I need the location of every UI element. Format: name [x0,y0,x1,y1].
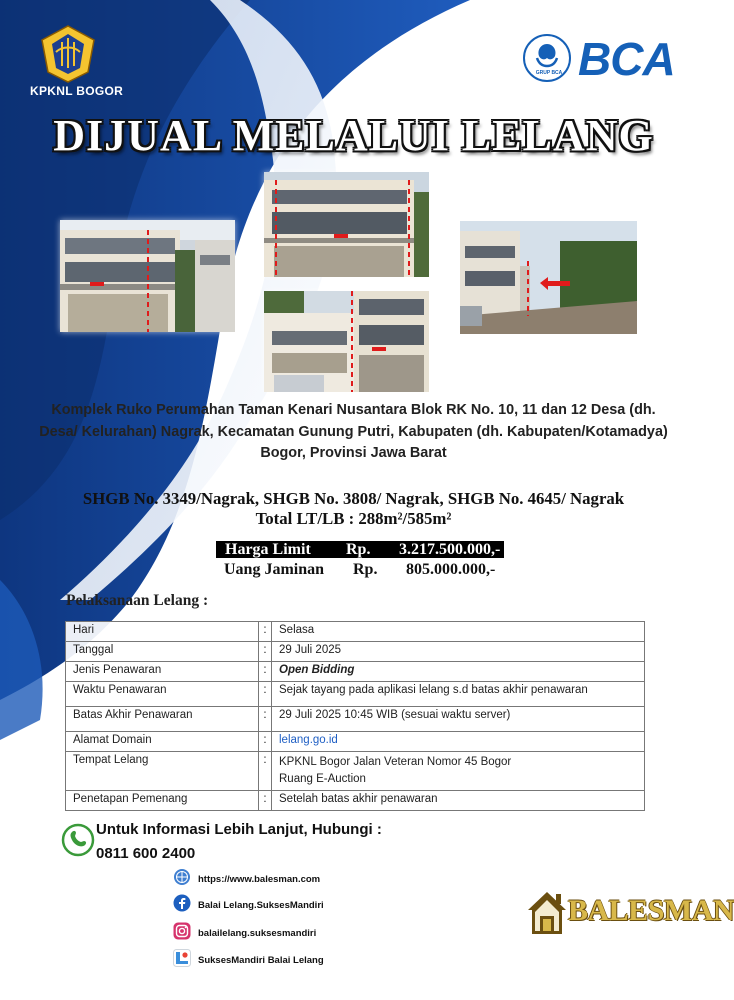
table-row [66,682,645,707]
deposit-value: 805.000.000,- [406,561,496,578]
deposit-bar [224,561,514,579]
kemenkeu-emblem-icon [36,22,100,86]
instagram-icon [173,922,191,940]
venue-line-1: KPKNL Bogor Jalan Veteran Nomor 45 Bogor [279,756,512,768]
row-separator: : [259,642,272,662]
balesman-logo [526,886,734,938]
row-value: Open Bidding [272,662,645,682]
limit-price-bar [216,541,504,558]
globe-icon [173,868,191,886]
table-row [66,622,645,642]
row-label: Alamat Domain [66,732,259,752]
table-row [66,707,645,732]
row-label: Batas Akhir Penawaran [66,707,259,732]
property-photo-left [60,220,235,332]
bca-emblem-icon [523,34,571,82]
row-separator: : [259,622,272,642]
table-row [66,642,645,662]
row-separator: : [259,752,272,791]
row-separator: : [259,732,272,752]
address-line-1: Komplek Ruko Perumahan Taman Kenari Nusantara Blok RK No. 10, 11 dan 12 Desa (dh. [51,402,656,418]
land-building-area: Total LT/LB : 288m²/585m² [255,509,452,528]
row-label: Tempat Lelang [66,752,259,791]
location-icon [173,949,191,967]
property-address [20,400,687,465]
bca-grup-text: GRUP BCA [535,70,563,76]
facebook-icon [173,894,191,912]
certificate-numbers: SHGB No. 3349/Nagrak, SHGB No. 3808/ Nagrak, SHGB No. 4645/ Nagrak [82,489,625,508]
property-photo-bottom [264,291,429,392]
deposit-currency: Rp. [353,561,378,578]
table-row [66,662,645,682]
row-value [272,732,645,752]
schedule-table [65,621,645,811]
whatsapp-phone-icon [62,822,94,858]
row-separator: : [259,682,272,707]
balesman-wordmark: BALESMAN [568,894,734,927]
row-value: 29 Juli 2025 [272,642,645,662]
certificate-info [0,489,707,529]
table-row [66,791,645,811]
row-label: Penetapan Pemenang [66,791,259,811]
limit-price-currency: Rp. [346,541,371,558]
website-link[interactable]: https://www.balesman.com [198,874,321,885]
property-photo-right [460,221,637,334]
row-value: 29 Juli 2025 10:45 WIB (sesuai waktu server) [272,707,645,732]
venue-line-2: Ruang E-Auction [279,773,366,785]
facebook-link[interactable]: Balai Lelang.SuksesMandiri [198,900,324,911]
property-photo-top [264,172,429,277]
row-label: Jenis Penawaran [66,662,259,682]
row-separator: : [259,791,272,811]
kpknl-label: KPKNL BOGOR [30,84,124,98]
row-value: Selasa [272,622,645,642]
row-value: Setelah batas akhir penawaran [272,791,645,811]
contact-phone[interactable]: 0811 600 2400 [96,845,196,862]
address-line-2: Desa/ Kelurahan) Nagrak, Kecamatan Gunung Putri, Kabupaten (dh. Kabupaten/Kotamadya) [39,423,668,440]
page-title: DIJUAL MELALUI LELANG [53,111,654,160]
row-value [272,752,645,791]
limit-price-value: 3.217.500.000,- [399,541,501,558]
limit-price-label: Harga Limit [225,541,311,558]
address-line-3: Bogor, Provinsi Jawa Barat [260,445,447,461]
bca-logo [523,33,683,85]
domain-link[interactable]: lelang.go.id [279,734,338,746]
table-row [66,732,645,752]
table-row [66,752,645,791]
row-label: Waktu Penawaran [66,682,259,707]
house-icon [526,888,568,936]
contact-heading: Untuk Informasi Lebih Lanjut, Hubungi : [96,821,382,838]
instagram-link[interactable]: balailelang.suksesmandiri [198,928,317,939]
row-label: Hari [66,622,259,642]
maps-link[interactable]: SuksesMandiri Balai Lelang [198,955,324,966]
deposit-label: Uang Jaminan [224,561,325,578]
row-separator: : [259,707,272,732]
schedule-heading: Pelaksanaan Lelang : [66,592,209,609]
row-value: Sejak tayang pada aplikasi lelang s.d batas akhir penawaran [272,682,645,707]
row-label: Tanggal [66,642,259,662]
row-separator: : [259,662,272,682]
bca-wordmark: BCA [578,33,675,85]
